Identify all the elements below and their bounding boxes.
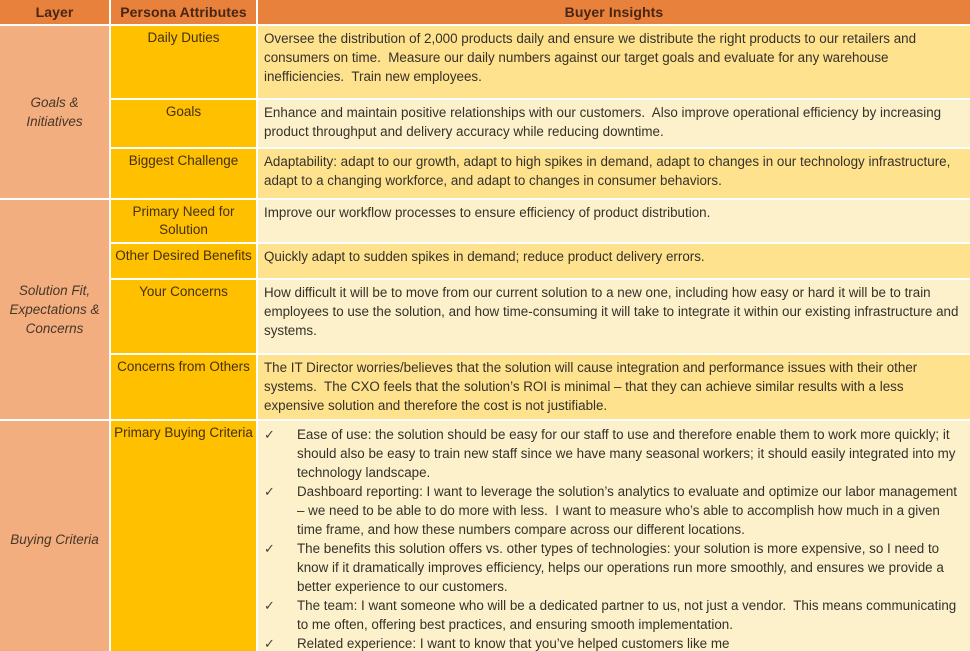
insight-text: Quickly adapt to sudden spikes in demand; reduce product delivery errors. bbox=[264, 249, 705, 264]
table-row bbox=[0, 279, 970, 354]
header-row bbox=[0, 0, 970, 25]
attribute-cell-daily-duties: Daily Duties bbox=[110, 25, 257, 99]
list-item bbox=[264, 596, 962, 634]
list-item bbox=[264, 482, 962, 539]
insight-text: Improve our workflow processes to ensure efficiency of product distribution. bbox=[264, 205, 711, 220]
attribute-cell-concerns-from-others: Concerns from Others bbox=[110, 354, 257, 420]
layer-cell-goals-initiatives: Goals & Initiatives bbox=[0, 25, 110, 199]
bullet-text: Dashboard reporting: I want to leverage the solution’s analytics to evaluate and optimize our labor management – we need to be able to do more with less. I want to measure who’s able to accomplish how much in a given time frame, and how these numbers compare across our different locations. bbox=[297, 484, 961, 537]
insight-text: How difficult it will be to move from our current solution to a new one, including how easy or hard it will be to train employees to use the solution, and how time-consuming it will take to integrate it within our existing infrastructure and systems. bbox=[264, 285, 963, 338]
attribute-cell-primary-need-for-solution: Primary Need for Solution bbox=[110, 199, 257, 243]
insight-text: Enhance and maintain positive relationships with our customers. Also improve operational efficiency by increasing product throughput and delivery accuracy while reducing downtime. bbox=[264, 105, 945, 139]
column-header-layer: Layer bbox=[0, 0, 110, 25]
attribute-cell-goals: Goals bbox=[110, 99, 257, 148]
table-row bbox=[0, 99, 970, 148]
table-row bbox=[0, 199, 970, 243]
insight-cell-primary-buying-criteria bbox=[257, 420, 970, 651]
insight-cell-daily-duties bbox=[257, 25, 970, 99]
table-row bbox=[0, 243, 970, 279]
list-item bbox=[264, 539, 962, 596]
attribute-cell-other-desired-benefits: Other Desired Benefits bbox=[110, 243, 257, 279]
table-row bbox=[0, 148, 970, 199]
insight-text: The IT Director worries/believes that the solution will cause integration and performance issues with their other systems. The CXO feels that the solution’s ROI is minimal – that they can achieve similar results with a less expensive solution and therefore the cost is not justifiable. bbox=[264, 360, 921, 413]
insight-cell-your-concerns bbox=[257, 279, 970, 354]
bullet-text: The benefits this solution offers vs. other types of technologies: your solution is more expensive, so I need to know if it dramatically improves efficiency, helps our operations run more smoothly, and ensures we provide a better experience to our customers. bbox=[297, 541, 948, 594]
checkmark-icon: ✓ bbox=[264, 427, 275, 442]
insight-cell-other-desired-benefits bbox=[257, 243, 970, 279]
layer-cell-buying-criteria: Buying Criteria bbox=[0, 420, 110, 651]
column-header-persona-attributes: Persona Attributes bbox=[110, 0, 257, 25]
table-row bbox=[0, 420, 970, 651]
insight-text: Oversee the distribution of 2,000 products daily and ensure we distribute the right products to our retailers and consumers on time. Measure our daily numbers against our target goals and evaluate for any warehouse inefficiencies. Train new employees. bbox=[264, 31, 920, 84]
attribute-cell-biggest-challenge: Biggest Challenge bbox=[110, 148, 257, 199]
insight-cell-goals bbox=[257, 99, 970, 148]
checkmark-icon: ✓ bbox=[264, 541, 275, 556]
bullet-text: Related experience: I want to know that you’ve helped customers like me bbox=[297, 636, 730, 651]
insight-cell-biggest-challenge bbox=[257, 148, 970, 199]
table-row bbox=[0, 25, 970, 99]
checkmark-icon: ✓ bbox=[264, 636, 275, 651]
attribute-cell-your-concerns: Your Concerns bbox=[110, 279, 257, 354]
attribute-cell-primary-buying-criteria: Primary Buying Criteria bbox=[110, 420, 257, 651]
table-row bbox=[0, 354, 970, 420]
checkmark-icon: ✓ bbox=[264, 598, 275, 613]
bullet-text: The team: I want someone who will be a dedicated partner to us, not just a vendor. This means communicating to me often, offering best practices, and ensuring smooth implementation. bbox=[297, 598, 960, 632]
list-item bbox=[264, 425, 962, 482]
list-item bbox=[264, 634, 962, 651]
column-header-buyer-insights: Buyer Insights bbox=[257, 0, 970, 25]
layer-cell-solution-fit-expectations-concerns: Solution Fit, Expectations & Concerns bbox=[0, 199, 110, 420]
insight-cell-primary-need-for-solution bbox=[257, 199, 970, 243]
checkmark-icon: ✓ bbox=[264, 484, 275, 499]
insight-text: Adaptability: adapt to our growth, adapt to high spikes in demand, adapt to changes in our technology infrastructure, adapt to a changing workforce, and adapt to changes in consumer behaviors. bbox=[264, 154, 955, 188]
insight-cell-concerns-from-others bbox=[257, 354, 970, 420]
bullet-text: Ease of use: the solution should be easy for our staff to use and therefore enable them to work more quickly; it should also be easy to train new staff since we have many seasonal workers; it should easily integrated into my technology landscape. bbox=[297, 427, 960, 480]
